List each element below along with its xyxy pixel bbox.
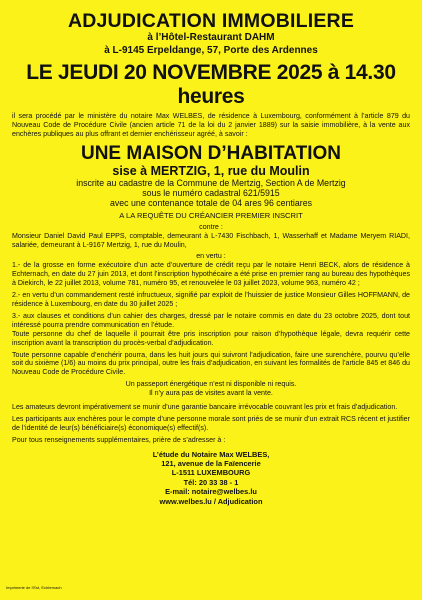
item-4-paragraph: Toute personne du chef de laquelle il pourrait être pris inscription pour raison d’hypothèque légale, devra requérir cette inscription avant la transcription du procès-verbal d’adjudication. xyxy=(12,329,410,347)
en-vertu-label: en vertu : xyxy=(196,252,226,261)
notary-contact xyxy=(12,450,410,506)
cadastre-line-3: avec une contenance totale de 04 ares 96 centiares xyxy=(110,197,312,208)
cadastre-line-2: sous le numéro cadastral 621/5915 xyxy=(142,187,280,198)
contact-website: www.welbes.lu / Adjudication xyxy=(159,496,263,506)
contact-line-1: L’étude du Notaire Max WELBES, xyxy=(152,449,270,459)
item-2-paragraph: 2.- en vertu d’un commandement resté infructueux, signifié par exploit de l’huissier de justice Monsieur Gilles HOFFMANN, de résidence à Luxembourg, en date du 30 juillet 2025 ; xyxy=(12,291,410,308)
item-6-paragraph: Les amateurs devront impérativement se munir d’une garantie bancaire irrévocable couvrant les prix et frais d’adjudication. xyxy=(12,403,398,412)
printer-imprint: Imprimerie de l’Est, Echternach xyxy=(6,585,62,590)
item-1-paragraph: 1.- de la grosse en forme exécutoire d’un acte d’ouverture de crédit reçu par le notaire Henri BECK, alors de résidence à Echternach, en date du 27 juin 2013, et dont l’inscription hypothécaire a été prise en premier rang au bureau des hypothèques à Diekirch, le 22 juillet 2013, volume 781, numéro 95, et renouvelée le 03 juillet 2023, volume 963, numéro 42 ; xyxy=(12,261,410,288)
item-5-paragraph: Toute personne capable d’enchérir pourra, dans les huit jours qui suivront l’adjudication, faire une surenchère, pourvu qu’elle soit du sixième (1/6) au moins du prix principal, outre les frais d’adjudication, en suivant les formalités de l’article 845 et 846 du Nouveau Code de Procédure Civile. xyxy=(12,350,410,377)
contact-line-4: Tél: 20 33 38 - 1 xyxy=(183,477,239,487)
request-line: A LA REQUÊTE DU CRÉANCIER PREMIER INSCRIT xyxy=(119,210,303,220)
cadastre-line-1: inscrite au cadastre de la Commune de Mertzig, Section A de Mertzig xyxy=(76,177,346,188)
sale-date: LE JEUDI 20 NOVEMBRE 2025 à 14.30 heures xyxy=(26,61,396,108)
visits-notice: Il n’y aura pas de visites avant la vente. xyxy=(149,389,273,398)
contact-line-3: L-1511 LUXEMBOURG xyxy=(171,468,251,478)
property-title: UNE MAISON D’HABITATION xyxy=(80,142,341,164)
item-3-paragraph: 3.- aux clauses et conditions d’un cahier des charges, dressé par le notaire commis en date du 23 octobre 2025, dont tout intéressé pourra prendre communication en l’étude. xyxy=(12,311,410,329)
contact-line-2: 121, avenue de la Faïencerie xyxy=(161,459,261,469)
item-7-paragraph: Les participants aux enchères pour le compte d’une personne morale sont priés de se munir d’un extrait RCS récent et justifier de l’identité de leur(s) bénéficiaire(s) économique(s) effectif(s). xyxy=(12,414,410,432)
contre-label: contre : xyxy=(199,222,223,231)
energy-notice: Un passeport énergétique n’est ni disponible ni requis. xyxy=(125,380,297,389)
notice-title: ADJUDICATION IMMOBILIERE xyxy=(67,10,355,32)
parties-paragraph: Monsieur Daniel David Paul EPPS, comptable, demeurant à L-7430 Fischbach, 1, Wasserhaff et Madame Meryem RIADI, salariée, demeurant à L-9167 Mertzig, 1, rue du Moulin, xyxy=(12,231,410,249)
address-line: à L-9145 Erpeldange, 57, Porte des Ardennes xyxy=(104,44,318,56)
property-location: sise à MERTZIG, 1, rue du Moulin xyxy=(112,163,310,178)
venue-line: à l’Hôtel-Restaurant DAHM xyxy=(147,32,275,43)
item-8-paragraph: Pour tous renseignements supplémentaires, prière de s’adresser à : xyxy=(12,435,226,444)
intro-paragraph: il sera procédé par le ministère du notaire Max WELBES, de résidence à Luxembourg, conformément à l’article 879 du Nouveau Code de Procédure Civile (ancien article 71 de la loi du 2 janvier 1889) sur la saisie immobilière, à la vente aux enchères publiques au plus offrant et dernier enchérisseur agréé, à savoir : xyxy=(12,112,410,138)
contact-email: E-mail: notaire@welbes.lu xyxy=(165,487,257,497)
